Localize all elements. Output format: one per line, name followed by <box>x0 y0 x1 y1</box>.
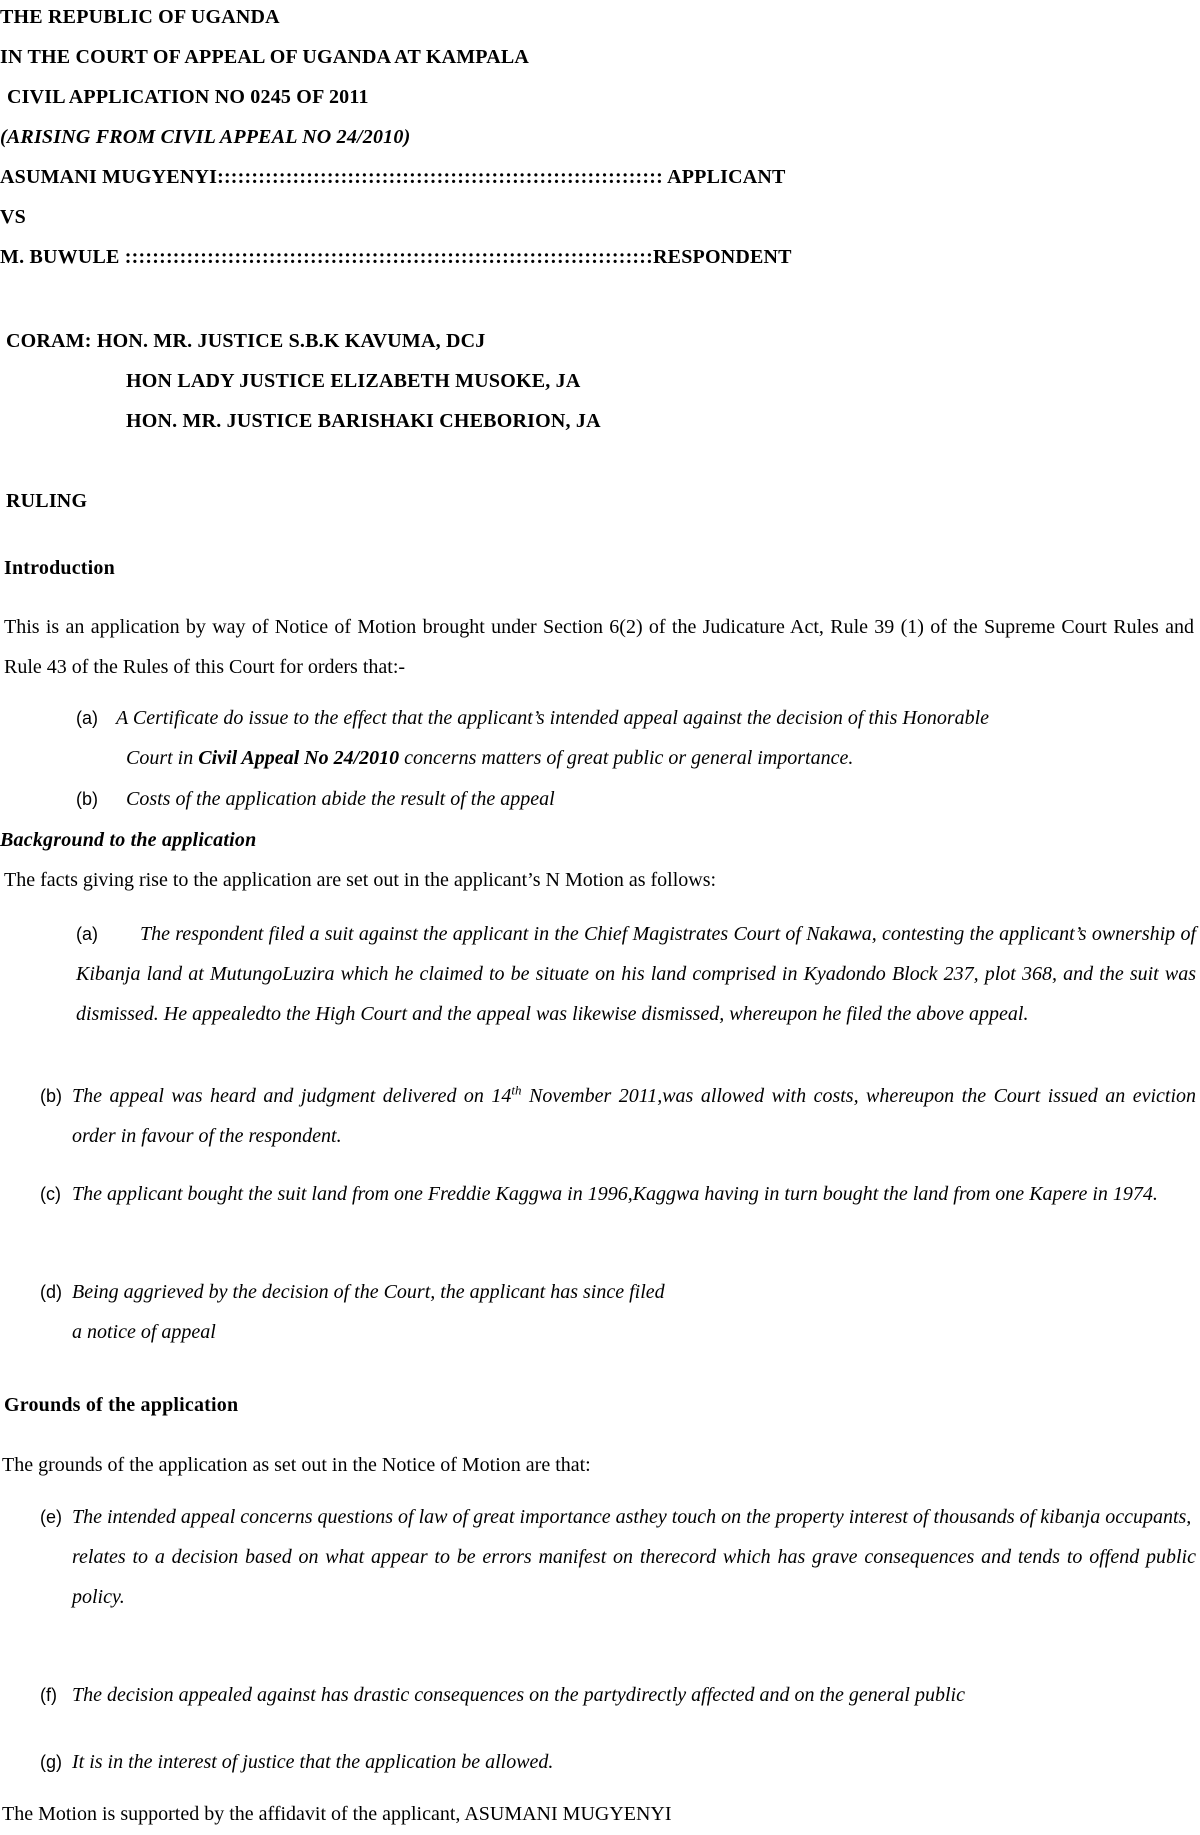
application-number: CIVIL APPLICATION NO 0245 OF 2011 <box>7 86 369 108</box>
background-item-b-text <box>40 1076 1196 1156</box>
grounds-item-g-label: (g) <box>40 1752 62 1772</box>
coram-line-2: HON LADY JUSTICE ELIZABETH MUSOKE, JA <box>126 370 581 392</box>
applicant-line: ASUMANI MUGYENYI::::::::::::::::::::::::::::::::::::::::::::::::::::::::::::::::: APPLICANT <box>0 166 786 188</box>
intro-item-b <box>76 779 1196 819</box>
arising-from: (ARISING FROM CIVIL APPEAL NO 24/2010) <box>0 126 411 148</box>
coram-line-3: HON. MR. JUSTICE BARISHAKI CHEBORION, JA <box>126 410 601 432</box>
ruling-title: RULING <box>6 490 88 512</box>
intro-item-a-text-2-pre: Court in <box>126 747 199 769</box>
intro-item-a-text-2-post: concerns matters of great public or general importance. <box>399 747 854 769</box>
respondent-line: M. BUWULE :::::::::::::::::::::::::::::::::::::::::::::::::::::::::::::::::::::::::::::RESPONDENT <box>0 246 792 268</box>
intro-item-b-text: Costs of the application abide the result of the appeal <box>126 788 555 810</box>
coram-line-1: CORAM: HON. MR. JUSTICE S.B.K KAVUMA, DCJ <box>6 330 486 352</box>
civil-appeal-reference: Civil Appeal No 24/2010 <box>198 747 400 769</box>
intro-item-a-label: (a) <box>76 708 98 728</box>
republic-title: THE REPUBLIC OF UGANDA <box>0 6 280 28</box>
grounds-item-f-label: (f) <box>40 1685 57 1705</box>
background-item-a <box>76 914 1196 1034</box>
background-item-c-label: (c) <box>40 1184 61 1204</box>
grounds-item-e-label: (e) <box>40 1507 62 1527</box>
background-heading: Background to the application <box>0 829 257 851</box>
grounds-item-f-text: The decision appealed against has drastic consequences on the partydirectly affected and on the general public <box>72 1684 965 1706</box>
background-item-d <box>40 1272 1196 1352</box>
court-title: IN THE COURT OF APPEAL OF UGANDA AT KAMPALA <box>0 46 530 68</box>
grounds-item-g <box>40 1742 1196 1782</box>
background-item-d-text-1: Being aggrieved by the decision of the Court, the applicant has since filed <box>72 1281 665 1303</box>
intro-item-b-label: (b) <box>76 789 98 809</box>
intro-item-a-text-2 <box>76 738 1196 778</box>
background-item-d-label: (d) <box>40 1282 62 1302</box>
introduction-heading: Introduction <box>4 557 115 579</box>
versus-label: VS <box>0 206 26 228</box>
grounds-item-g-text: It is in the interest of justice that the application be allowed. <box>72 1751 554 1773</box>
background-paragraph: The facts giving rise to the application are set out in the applicant’s N Motion as follows: <box>4 869 717 891</box>
introduction-paragraph: This is an application by way of Notice of Motion brought under Section 6(2) of the Judicature Act, Rule 39 (1) of the Supreme Court Rules and Rule 43 of the Rules of this Court for orders that:- <box>4 616 1194 678</box>
grounds-item-e <box>40 1497 1196 1617</box>
grounds-item-e-text-1: The intended appeal concerns questions of law of great importance asthey touch on the property interest of thousands of kibanja occupants, <box>72 1506 1192 1528</box>
background-item-d-text-2: a notice of appeal <box>72 1321 216 1343</box>
background-item-b-pre: The appeal was heard and judgment delivered on 14 <box>72 1085 512 1107</box>
background-item-a-text: The respondent filed a suit against the applicant in the Chief Magistrates Court of Nakawa, contesting the applicant’s ownership of Kibanja land at MutungoLuzira which he claimed to be situate on his land comprised in Kyadondo Block 237, plot 368, and the suit was dismissed. He appealedto the High Court and the appeal was likewise dismissed, whereupon he filed the above appeal. <box>76 923 1196 1025</box>
grounds-heading: Grounds of the application <box>4 1394 239 1416</box>
intro-item-a <box>76 698 1196 778</box>
background-item-c-text: The applicant bought the suit land from one Freddie Kaggwa in 1996,Kaggwa having in turn bought the land from one Kapere in 1974. <box>72 1183 1158 1205</box>
background-item-c <box>40 1174 1196 1214</box>
grounds-item-e-text-2: relates to a decision based on what appear to be errors manifest on therecord which has grave consequences and tends to offend public policy. <box>72 1546 1196 1608</box>
grounds-paragraph: The grounds of the application as set out in the Notice of Motion are that: <box>2 1454 591 1476</box>
date-ordinal: th <box>511 1082 522 1098</box>
grounds-item-f <box>40 1675 1196 1715</box>
background-item-b <box>40 1076 1196 1156</box>
intro-item-a-text-1: A Certificate do issue to the effect that the applicant’s intended appeal against the decision of this Honorable <box>116 707 990 729</box>
document-header <box>0 0 1200 277</box>
background-item-a-label: (a) <box>76 924 98 944</box>
coram-block <box>6 321 1196 441</box>
background-item-b-post: November 2011,was allowed with costs, whereupon the Court issued an eviction order in favour of the respondent. <box>72 1085 1196 1147</box>
background-item-b-label: (b) <box>40 1086 62 1106</box>
closing-paragraph: The Motion is supported by the affidavit of the applicant, ASUMANI MUGYENYI <box>2 1803 672 1825</box>
